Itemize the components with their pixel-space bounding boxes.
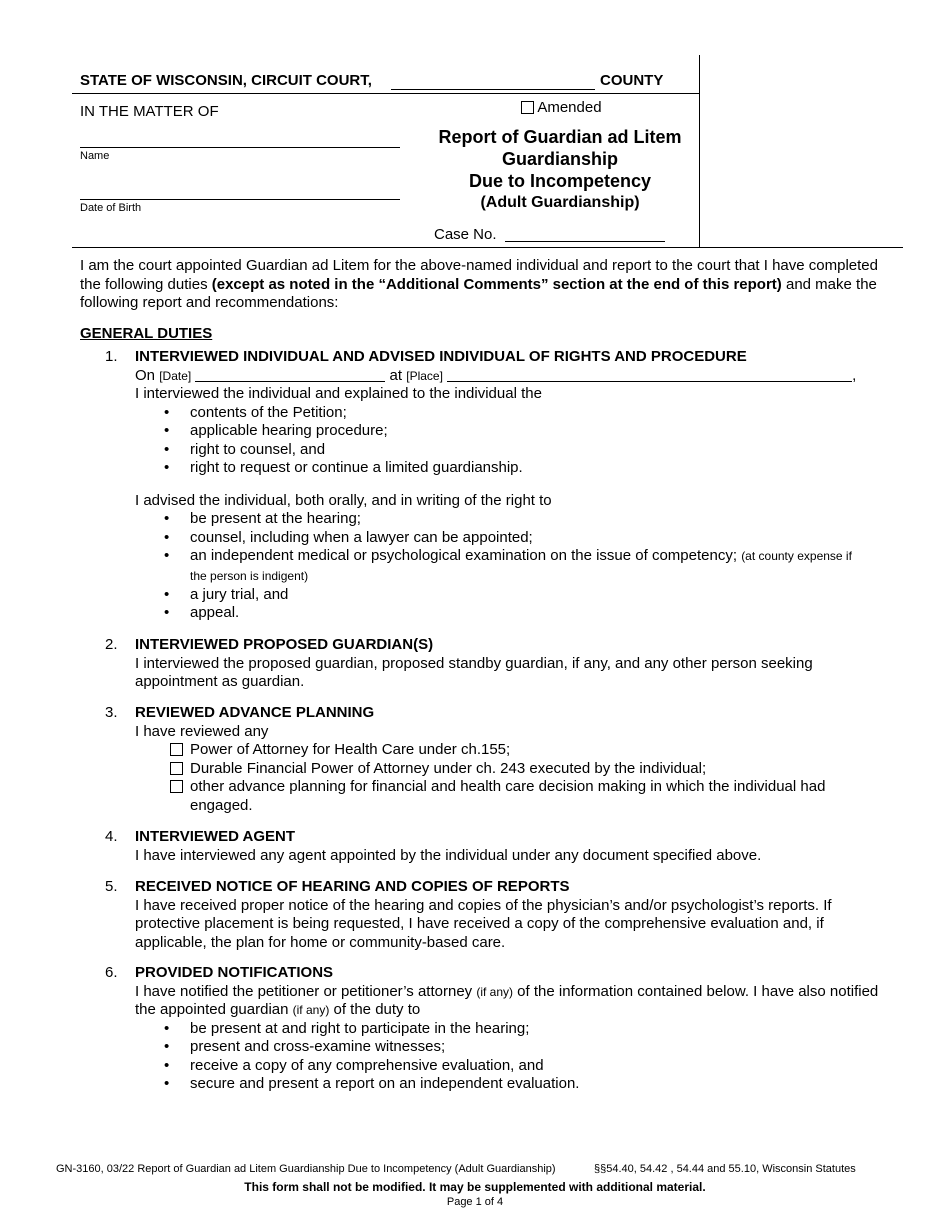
section-5-number: 5. — [105, 878, 118, 895]
explained-intro: I interviewed the individual and explained to the individual the — [135, 385, 542, 402]
section-2-number: 2. — [105, 636, 118, 653]
option-label: Durable Financial Power of Attorney under ch. 243 executed by the individual; — [190, 759, 707, 777]
dob-field[interactable] — [80, 199, 400, 200]
list-item: • present and cross-examine witnesses; — [135, 1038, 880, 1057]
advance-planning-options — [135, 741, 880, 815]
page-number: Page 1 of 4 — [446, 1196, 504, 1208]
section-6-text-1: I have notified the petitioner or petitioner’s attorney — [135, 982, 477, 1000]
list-item: • appeal. — [135, 604, 880, 623]
footer-notice: This form shall not be modified. It may be supplemented with additional material. — [244, 1180, 706, 1194]
list-item: • secure and present a report on an independent evaluation. — [135, 1075, 880, 1094]
list-item: • be present at the hearing; — [135, 510, 880, 529]
list-item: • right to counsel, and — [135, 441, 880, 460]
section-2-title: INTERVIEWED PROPOSED GUARDIAN(S) — [135, 636, 434, 653]
place-comma: , — [852, 366, 857, 384]
section-5-text: I have received proper notice of the hearing and copies of the physician’s and/or psychologist’s reports. If protective placement is being requested, I have received a copy of the comprehensive evaluation and, if applicable, the plan for home or community-based care. — [135, 896, 832, 951]
option-label: Power of Attorney for Health Care under ch.155; — [190, 741, 511, 758]
section-2 — [135, 636, 880, 692]
form-number: GN-3160, 03/22 Report of Guardian ad Litem Guardianship Due to Incompetency (Adult Guardianship) — [56, 1163, 556, 1175]
other-planning-checkbox[interactable] — [170, 780, 183, 793]
section-2-text: I interviewed the proposed guardian, proposed standby guardian, if any, and any other person seeking appointment as guardian. — [135, 654, 813, 690]
section-5-title: RECEIVED NOTICE OF HEARING AND COPIES OF REPORTS — [135, 878, 570, 895]
matter-label: IN THE MATTER OF — [80, 103, 219, 120]
amended-option[interactable] — [521, 99, 602, 116]
section-6-number: 6. — [105, 964, 118, 981]
section-4-text: I have interviewed any agent appointed by the individual under any document specified above. — [135, 846, 762, 864]
header-bottom-divider — [72, 247, 903, 248]
section-1-number: 1. — [105, 348, 118, 365]
section-6-text — [135, 983, 880, 1020]
option-label: other advance planning for financial and health care decision making in which the individual had engaged. — [190, 778, 826, 814]
list-item: • be present at and right to participate in the hearing; — [135, 1020, 880, 1039]
statutes: §§54.40, 54.42 , 54.44 and 55.10, Wisconsin Statutes — [594, 1163, 856, 1175]
title-line-4: (Adult Guardianship) — [480, 194, 640, 211]
section-3-number: 3. — [105, 704, 118, 721]
county-label: COUNTY — [600, 72, 664, 89]
intro-text-1: I am the court appointed Guardian ad Litem for the above-named individual and report to the court that I have completed the following duties — [80, 257, 878, 293]
section-1 — [135, 348, 880, 623]
section-6-text-2: of the information contained below. I have also notified the appointed guardian — [135, 982, 879, 1018]
name-field[interactable] — [80, 147, 400, 148]
list-item: • applicable hearing procedure; — [135, 422, 880, 441]
section-3-title: REVIEWED ADVANCE PLANNING — [135, 704, 375, 721]
section-1-title: INTERVIEWED INDIVIDUAL AND ADVISED INDIVIDUAL OF RIGHTS AND PROCEDURE — [135, 348, 747, 365]
section-3 — [135, 704, 880, 741]
explained-list — [135, 404, 880, 478]
title-line-3: Due to Incompetency — [468, 171, 652, 191]
section-1-date-place-row — [135, 367, 880, 386]
section-3-intro: I have reviewed any — [135, 722, 269, 740]
case-number-label: Case No. — [434, 226, 497, 243]
list-item: • right to request or continue a limited guardianship. — [135, 459, 880, 478]
form-title — [410, 126, 710, 214]
section-6 — [135, 964, 880, 1094]
date-hint: [Date] — [159, 368, 192, 383]
section-4 — [135, 828, 880, 865]
section-5 — [135, 878, 880, 952]
notifications-list — [135, 1020, 880, 1094]
court-label: STATE OF WISCONSIN, CIRCUIT COURT, — [80, 72, 372, 89]
general-duties-heading: GENERAL DUTIES — [80, 325, 213, 342]
financial-poa-checkbox[interactable] — [170, 762, 183, 775]
if-any-note: (if any) — [292, 1003, 330, 1017]
health-care-poa-checkbox[interactable] — [170, 743, 183, 756]
option-other-planning[interactable] — [135, 778, 880, 815]
name-label: Name — [80, 150, 110, 162]
intro-paragraph — [80, 257, 880, 313]
list-item — [135, 547, 880, 586]
place-hint: [Place] — [406, 368, 443, 383]
amended-label: Amended — [537, 99, 602, 116]
case-number-field[interactable] — [505, 241, 665, 242]
if-any-note: (if any) — [476, 984, 514, 999]
list-item: • counsel, including when a lawyer can be appointed; — [135, 529, 880, 548]
place-field[interactable] — [447, 367, 852, 382]
at-label: at — [389, 366, 403, 384]
header-top-divider — [72, 93, 700, 94]
advised-list — [135, 510, 880, 623]
exam-note-2: the person is indigent) — [190, 568, 309, 583]
list-item: • a jury trial, and — [135, 586, 880, 605]
section-4-title: INTERVIEWED AGENT — [135, 828, 296, 845]
dob-label: Date of Birth — [80, 202, 142, 214]
intro-bold-text: (except as noted in the “Additional Comments” section at the end of this report) — [211, 275, 782, 293]
title-line-2: Guardianship — [501, 149, 618, 169]
list-item: • receive a copy of any comprehensive evaluation, and — [135, 1057, 880, 1076]
title-line-1: Report of Guardian ad Litem — [438, 127, 682, 147]
section-6-title: PROVIDED NOTIFICATIONS — [135, 964, 334, 981]
advised-intro: I advised the individual, both orally, and in writing of the right to — [135, 491, 552, 509]
list-item: • contents of the Petition; — [135, 404, 880, 423]
county-blank[interactable] — [391, 89, 595, 90]
option-financial-poa[interactable] — [135, 760, 880, 779]
exam-note-1: (at county expense if — [741, 549, 852, 563]
amended-checkbox[interactable] — [521, 101, 534, 114]
section-4-number: 4. — [105, 828, 118, 845]
section-6-text-3: of the duty to — [329, 1001, 421, 1018]
intro-text-2: and make the following report and recommendations: — [80, 275, 877, 311]
on-label: On — [135, 366, 156, 384]
option-health-care-poa[interactable] — [135, 741, 880, 760]
date-field[interactable] — [195, 367, 385, 382]
exam-item-text: an independent medical or psychological examination on the issue of competency; — [190, 547, 738, 564]
